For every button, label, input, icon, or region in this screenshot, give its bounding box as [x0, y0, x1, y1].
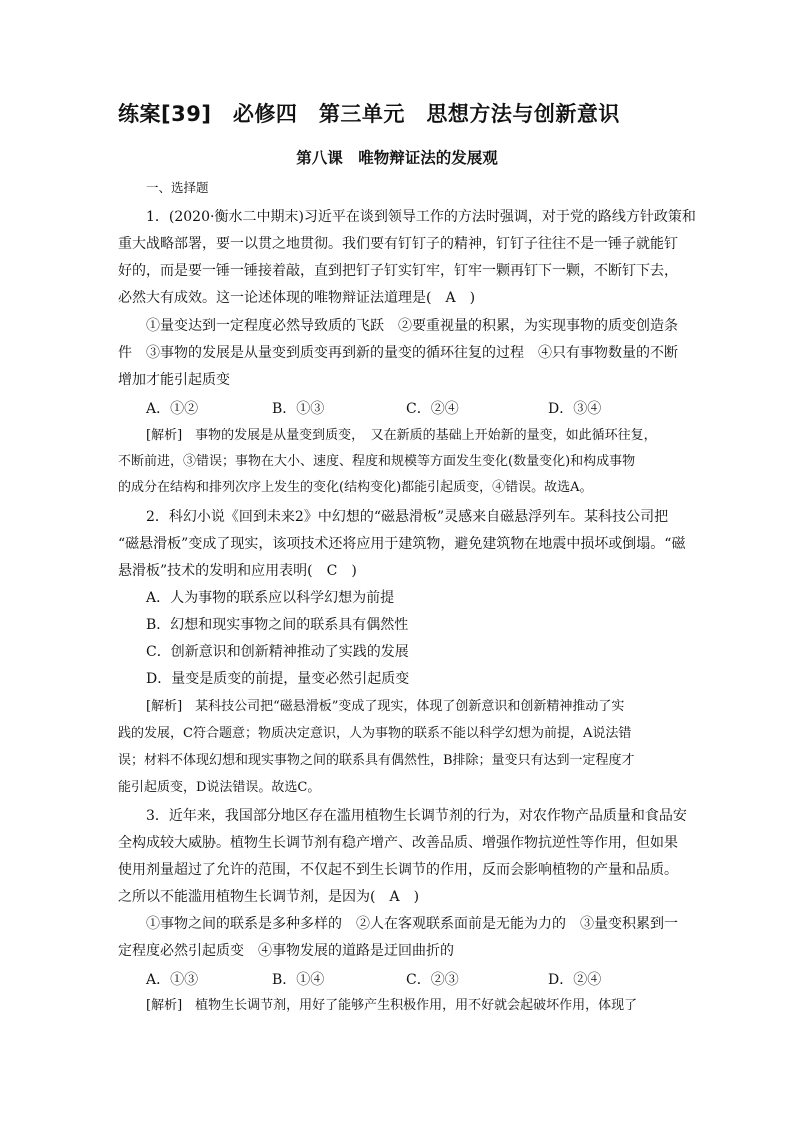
q2-option-a: A．人为事物的联系应以科学幻想为前提	[146, 590, 395, 606]
section-heading: 一、选择题	[146, 180, 209, 195]
q3-option-c: C．②③	[406, 972, 459, 988]
q3-option-a: A．①③	[146, 972, 199, 988]
q2-analysis-3: 误；材料不体现幻想和现实事物之间的联系具有偶然性，B排除；量变只有达到一定程度才	[118, 753, 635, 768]
q1-statement-1: ①量变达到一定程度必然导致质的飞跃 ②要重视量的积累，为实现事物的质变创造条	[146, 318, 678, 334]
q2-analysis-4: 能引起质变，D说法错误。故选C。	[118, 780, 321, 795]
q2-option-b: B．幻想和现实事物之间的联系具有偶然性	[146, 617, 409, 633]
q3-line-2: 全构成较大威胁。植物生长调节剂有稳产增产、改善品质、增强作物抗逆性等作用，但如果	[118, 835, 678, 851]
q1-line-2: 重大战略部署，要一以贯之地贯彻。我们要有钉钉子的精神，钉钉子往往不是一锤子就能钉	[118, 236, 678, 252]
q3-option-d: D．②④	[548, 972, 602, 988]
q3-analysis-1: [解析] 植物生长调节剂，用好了能够产生积极作用，用不好就会起破坏作用，体现了	[146, 998, 638, 1013]
q1-statement-2: 件 ③事物的发展是从量变到质变再到新的量变的循环往复的过程 ④只有事物数量的不断	[118, 345, 678, 361]
q1-analysis-1: [解析] 事物的发展是从量变到质变， 又在新质的基础上开始新的量变，如此循环往复，	[146, 428, 657, 443]
q1-analysis-3: 的成分在结构和排列次序上发生的变化(结构变化)都能引起质变，④错误。故选A。	[118, 480, 593, 495]
q3-line-4: 之所以不能滥用植物生长调节剂，是因为( A )	[118, 889, 420, 905]
q3-line-1: 3．近年来，我国部分地区存在滥用植物生长调节剂的行为，对农作物产品质量和食品安	[146, 808, 687, 824]
q2-line-3: 悬滑板”技术的发明和应用表明( C )	[118, 563, 357, 579]
q1-analysis-2: 不断前进，③错误；事物在大小、速度、程度和规模等方面发生变化(数量变化)和构成事物	[118, 454, 636, 469]
q3-options	[146, 969, 684, 989]
q3-line-3: 使用剂量超过了允许的范围，不仅起不到生长调节的作用，反而会影响植物的产量和品质。	[118, 862, 678, 878]
q2-line-2: “磁悬滑板”变成了现实，该项技术还将应用于建筑物，避免建筑物在地震中损坏或倒塌。“磁	[118, 536, 686, 552]
q1-line-1: 1．(2020·衡水二中期末)习近平在谈到领导工作的方法时强调，对于党的路线方针政策和	[146, 209, 696, 225]
q1-statement-3: 增加才能引起质变	[118, 372, 230, 388]
q2-option-d: D．量变是质变的前提，量变必然引起质变	[146, 671, 410, 687]
q1-option-a: A．①②	[146, 401, 199, 417]
q1-options	[146, 398, 684, 418]
q2-option-c: C．创新意识和创新精神推动了实践的发展	[146, 644, 409, 660]
q2-analysis-2: 践的发展，C符合题意；物质决定意识，人为事物的联系不能以科学幻想为前提，A说法错	[118, 726, 632, 741]
page-title: 练案[39] 必修四 第三单元 思想方法与创新意识	[118, 102, 620, 126]
lesson-subtitle: 第八课 唯物辩证法的发展观	[296, 149, 498, 167]
q1-option-d: D．③④	[548, 401, 602, 417]
q3-statement-1: ①事物之间的联系是多种多样的 ②人在客观联系面前是无能为力的 ③量变积累到一	[146, 916, 678, 932]
q2-line-1: 2．科幻小说《回到未来2》中幻想的“磁悬滑板”灵感来自磁悬浮列车。某科技公司把	[146, 509, 669, 525]
q1-line-4: 必然大有成效。这一论述体现的唯物辩证法道理是( A )	[118, 290, 476, 306]
q3-statement-2: 定程度必然引起质变 ④事物发展的道路是迂回曲折的	[118, 943, 454, 959]
q1-option-c: C．②④	[406, 401, 459, 417]
q2-analysis-1: [解析] 某科技公司把“磁悬滑板”变成了现实，体现了创新意识和创新精神推动了实	[146, 699, 625, 714]
q3-option-b: B．①④	[272, 972, 325, 988]
q1-line-3: 好的，而是要一锤一锤接着敲，直到把钉子钉实钉牢，钉牢一颗再钉下一颗，不断钉下去，	[118, 263, 678, 279]
q1-option-b: B．①③	[272, 401, 325, 417]
